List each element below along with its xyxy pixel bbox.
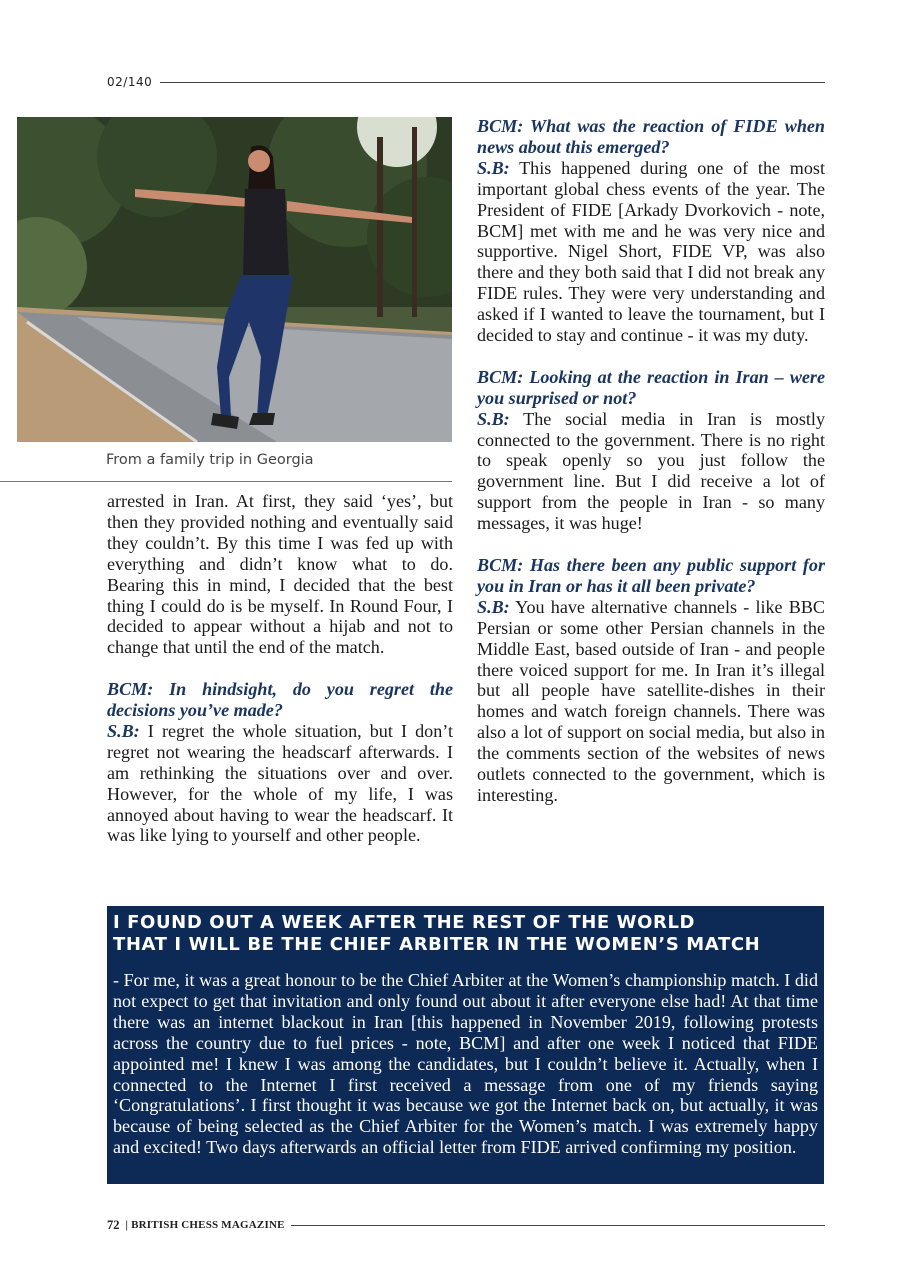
page-header bbox=[107, 73, 825, 91]
interview-question: BCM: Has there been any public support for you in Iran or has it all been private? bbox=[477, 555, 825, 596]
speaker-label: S.B: bbox=[477, 408, 510, 429]
left-column bbox=[107, 491, 453, 846]
interview-answer bbox=[107, 721, 453, 846]
heading-line-1: I FOUND OUT A WEEK AFTER THE REST OF THE WORLD bbox=[113, 912, 696, 933]
right-column bbox=[477, 116, 825, 806]
interview-question: BCM: Looking at the reaction in Iran – were you surprised or not? bbox=[477, 366, 825, 408]
interview-answer bbox=[477, 597, 825, 806]
photo-caption: From a family trip in Georgia bbox=[106, 452, 314, 468]
pull-quote-text: - For me, it was a great honour to be the Chief Arbiter at the Women’s championship match. I did not expect to get that invitation and only found out about it after everyone else had! At that time there was an internet blackout in Iran [this happened in November 2019, following protests across the country due to fuel prices - note, BCM] and after one week I noticed that FIDE appointed me! I knew I was among the candidates, but I couldn’t believe it. Actually, when I connected to the Internet I first received a message from one of my friends saying ‘Congratulations’. I first thought it was because we got the Internet back on, but actually, it was because of being selected as the Chief Arbiter for the Women’s match. I was extremely happy and excited! Two days afterwards an official letter from FIDE arrived confirming my position. bbox=[113, 970, 818, 1158]
page-footer bbox=[107, 1216, 825, 1234]
interview-question: BCM: What was the reaction of FIDE when news about this emerged? bbox=[477, 116, 825, 157]
speaker-label: S.B: bbox=[107, 720, 140, 741]
pull-quote-box bbox=[107, 906, 824, 1184]
page-reference: 02/140 bbox=[107, 75, 153, 89]
footer-rule bbox=[291, 1225, 825, 1226]
interview-answer bbox=[477, 158, 825, 346]
magazine-name: | BRITISH CHESS MAGAZINE bbox=[125, 1219, 285, 1231]
header-rule bbox=[160, 82, 825, 83]
answer-text: This happened during one of the most important global chess events of the year. The President of FIDE [Arkady Dvorkovich - note, BCM] met with me and he was very nice and supportive. Nigel Short, FIDE VP, was also there and they both said that I did not break any FIDE rules. They were very understanding and asked if I wanted to leave the tournament, but I decided to stay and continue - it was my duty. bbox=[477, 157, 825, 346]
paragraph-gap bbox=[477, 534, 825, 555]
pull-quote-heading bbox=[113, 912, 818, 956]
answer-text: You have alternative channels - like BBC Persian or some other Persian channels in the Middle East, based outside of Iran - and people there voiced support for me. In Iran it’s illegal but all people have satellite-dishes in their homes and watch foreign channels. There was also a lot of support on social media, but also in the comments section of the websites of news outlets connected to the government, which is interesting. bbox=[477, 596, 825, 805]
heading-line-2: THAT I WILL BE THE CHIEF ARBITER IN THE WOMEN’S MATCH bbox=[113, 934, 761, 955]
paragraph-gap bbox=[477, 346, 825, 367]
caption-divider bbox=[0, 481, 452, 482]
interview-answer bbox=[477, 409, 825, 534]
speaker-label: S.B: bbox=[477, 157, 510, 178]
interview-question: BCM: In hindsight, do you regret the decisions you’ve made? bbox=[107, 679, 453, 721]
article-photo bbox=[17, 117, 452, 442]
page-number: 72 bbox=[107, 1217, 120, 1232]
paragraph-gap bbox=[107, 658, 453, 679]
answer-text: I regret the whole situation, but I don’t regret not wearing the headscarf afterwards. I am rethinking the situations over and over. However, for the whole of my life, I was annoyed about having to wear the headscarf. It was like lying to yourself and other people. bbox=[107, 720, 453, 846]
left-paragraph: arrested in Iran. At first, they said ‘yes’, but then they provided nothing and eventually said they couldn’t. By this time I was fed up with everything and didn’t know what to do. Bearing this in mind, I decided that the best thing I could do is be myself. In Round Four, I decided to appear without a hijab and not to change that until the end of the match. bbox=[107, 491, 453, 658]
answer-text: The social media in Iran is mostly connected to the government. There is no right to speak openly so you just follow the government line. But I did receive a lot of support from the people in Iran - so many messages, it was huge! bbox=[477, 408, 825, 534]
speaker-label: S.B: bbox=[477, 596, 510, 617]
